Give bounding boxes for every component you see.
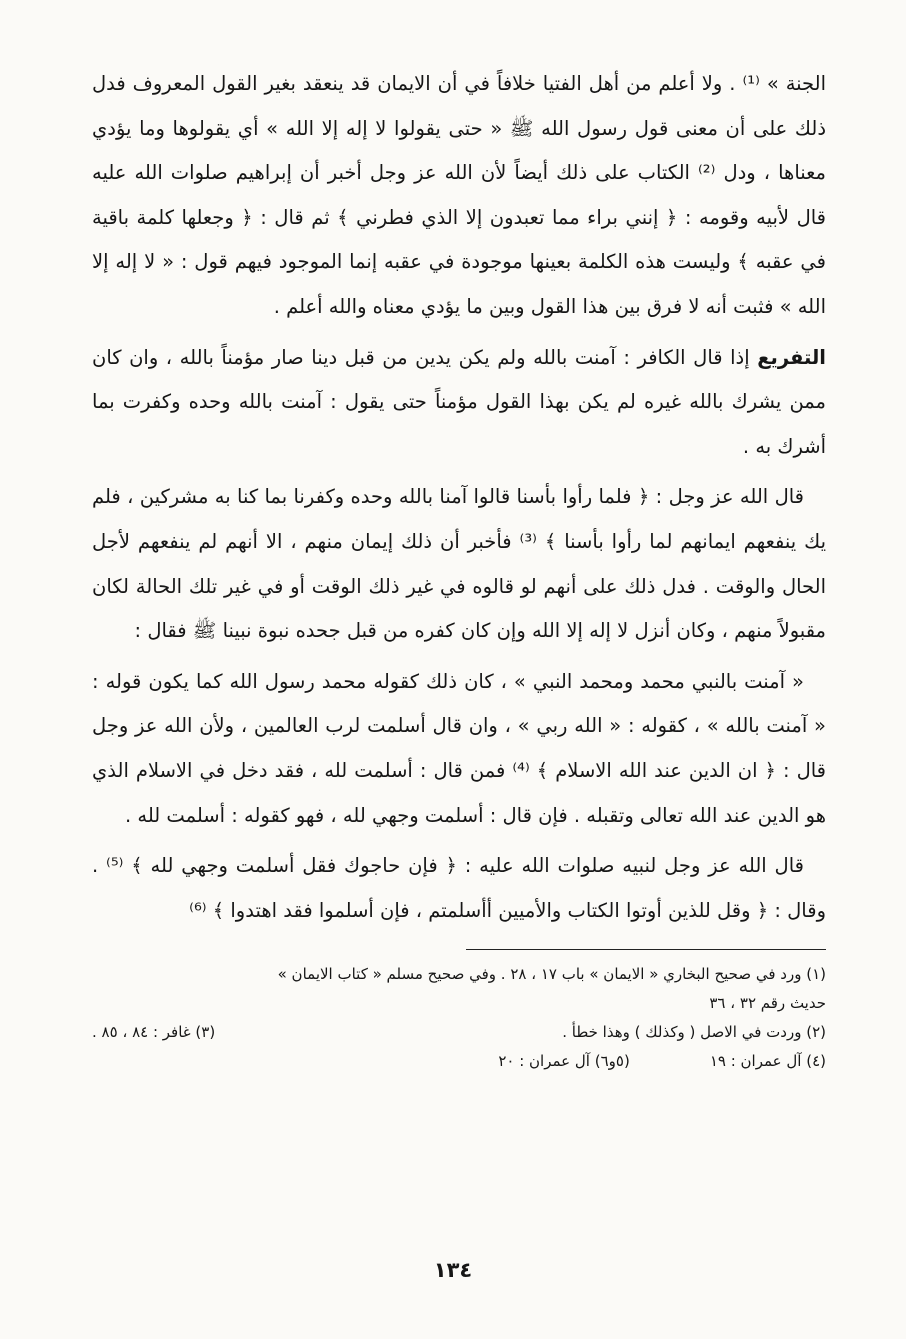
paragraph-5-text: قال الله عز وجل لنبيه صلوات الله عليه : ﴿ فإن حاجوك فقل أسلمت وجهي لله ﴾ ⁽⁵⁾ . وقال : ﴿ وقل للذين أوتوا الكتاب والأميين أأسلمتم ، فإن أسلموا فقد اهتدوا ﴾ ⁽⁶⁾ (92, 854, 826, 922)
paragraph-3-text: قال الله عز وجل : ﴿ فلما رأوا بأسنا قالوا آمنا بالله وحده وكفرنا بما كنا به مشركين ، فلم يك ينفعهم ايمانهم لما رأوا بأسنا ﴾ ⁽³⁾ فأخبر أن ذلك إيمان منهم ، الا أنهم لم ينفعهم لأجل الحال والوقت . فدل ذلك على أنهم لو قالوه في غير ذلك الوقت أو في غير تلك الحالة لكان مقبولاً منهم ، وكان أنزل لا إله إلا الله وإن كان كفره من قبل جحده نبوة نبينا ﷺ فقال : (92, 485, 827, 643)
paragraph-3 (92, 475, 826, 653)
paragraph-5 (92, 844, 826, 933)
paragraph-4 (92, 660, 826, 838)
footnote-1-line-1: (١) ورد في صحيح البخاري « الايمان » باب ١٧ ، ٢٨ . وفي صحيح مسلم « كتاب الايمان » (277, 965, 826, 984)
footnote-row-2-3 (92, 1018, 826, 1047)
footnote-5-6: (٥و٦) آل عمران : ٢٠ (498, 1052, 630, 1071)
footnote-row-4-56 (92, 1047, 826, 1076)
paragraph-2-text: إذا قال الكافر : آمنت بالله ولم يكن يدين من قبل دينا صار مؤمناً بالله ، وان كان ممن يشرك بالله غيره لم يكن بهذا القول مؤمناً حتى يقول : آمنت بالله وحده وكفرت بما أشرك به . (92, 345, 826, 458)
footnote-3: (٣) غافر : ٨٤ ، ٨٥ . (92, 1023, 216, 1042)
paragraph-1-text: الجنة » ⁽¹⁾ . ولا أعلم من أهل الفتيا خلافاً في أن الايمان قد ينعقد بغير القول المعروف فدل ذلك على أن معنى قول رسول الله ﷺ « حتى يقولوا لا إله إلا الله » أي يقولوها وما يؤدي معناها ، ودل ⁽²⁾ الكتاب على ذلك أيضاً لأن الله عز وجل أخبر أن إبراهيم صلوات الله عليه قال لأبيه وقومه : ﴿ إنني براء مما تعبدون إلا الذي فطرني ﴾ ثم قال : ﴿ وجعلها كلمة باقية في عقبه ﴾ وليست هذه الكلمة بعينها موجودة في عقبه إنما الموجود فيهم قول : « لا إله إلا الله » فثبت أنه لا فرق بين هذا القول وبين ما يؤدي معناه والله أعلم . (92, 72, 827, 318)
page-number: ١٣٤ (433, 1258, 473, 1282)
footnote-1-line-2: حديث رقم ٣٢ ، ٣٦ (709, 994, 826, 1013)
paragraph-4-text: « آمنت بالنبي محمد ومحمد النبي » ، كان ذلك كقوله محمد رسول الله كما يكون قوله : « آمنت بالله » ، كقوله : « الله ربي » ، وان قال أسلمت لرب العالمين ، ولأن الله عز وجل قال : ﴿ ان الدين عند الله الاسلام ﴾ ⁽⁴⁾ فمن قال : أسلمت لله ، فقد دخل في الاسلام الذي هو الدين عند الله تعالى وتقبله . فإن قال : أسلمت وجهي لله ، فهو كقوله : أسلمت لله . (92, 669, 826, 827)
footnote-separator (466, 949, 826, 950)
footnote-4: (٤) آل عمران : ١٩ (709, 1052, 826, 1071)
footnotes (92, 960, 826, 1076)
main-text (92, 62, 826, 933)
paragraph-1 (92, 62, 826, 330)
paragraph-2 (92, 336, 826, 470)
paragraph-2-lead: التفريع (757, 345, 826, 369)
footnote-2: (٢) وردت في الاصل ( وكذلك ) وهذا خطأ . (562, 1023, 826, 1042)
